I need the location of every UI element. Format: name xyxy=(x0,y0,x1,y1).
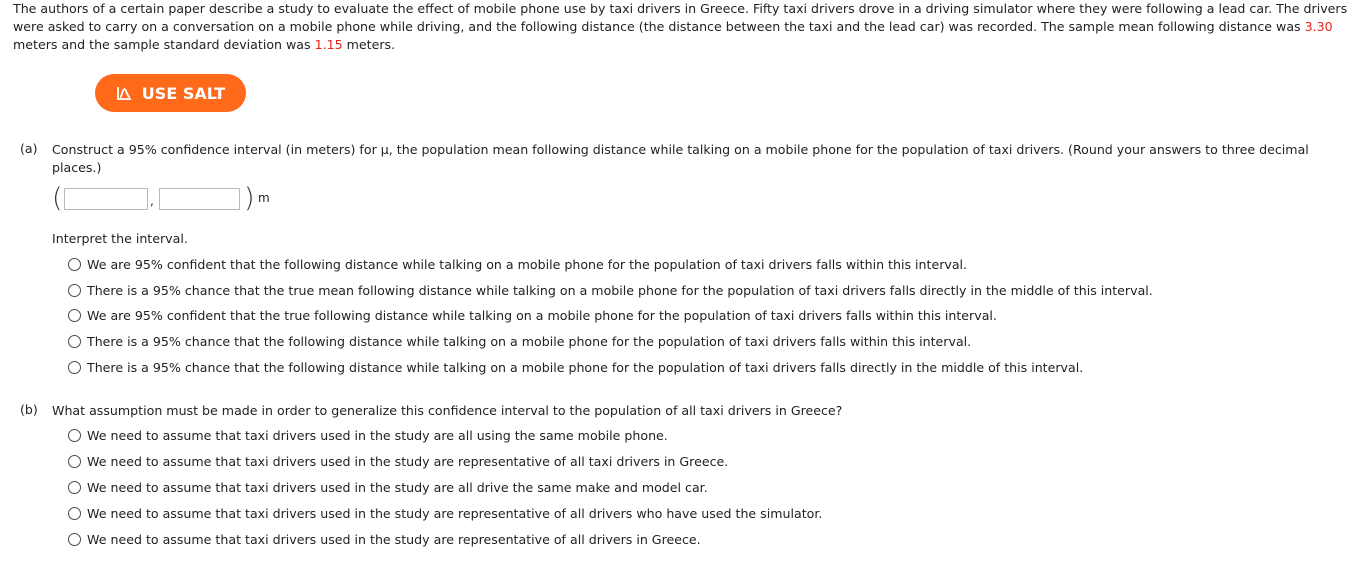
option-text: We need to assume that taxi drivers used in the study are all drive the same make and model car. xyxy=(87,479,708,495)
confidence-interval-entry xyxy=(52,184,282,214)
part-a-option-4[interactable] xyxy=(68,333,971,349)
radio-button[interactable] xyxy=(68,429,81,442)
option-text: We need to assume that taxi drivers used in the study are representative of all taxi drivers in Greece. xyxy=(87,453,729,469)
lower-bound-input[interactable] xyxy=(64,188,148,210)
radio-button[interactable] xyxy=(68,361,81,374)
radio-button[interactable] xyxy=(68,284,81,297)
salt-chart-icon xyxy=(116,85,132,101)
part-b-option-4[interactable] xyxy=(68,505,822,521)
part-a-option-2[interactable] xyxy=(68,282,1153,298)
option-text: We need to assume that taxi drivers used in the study are representative of all drivers who have used the simulator. xyxy=(87,505,823,521)
unit-label: m xyxy=(258,191,270,205)
part-a-option-1[interactable] xyxy=(68,256,967,272)
part-b-option-5[interactable] xyxy=(68,531,701,547)
sample-sd-value: 1.15 xyxy=(314,37,343,52)
radio-button[interactable] xyxy=(68,481,81,494)
option-text: We are 95% confident that the true following distance while talking on a mobile phone for the population of taxi drivers falls within this interval. xyxy=(87,307,997,323)
option-text: There is a 95% chance that the following distance while talking on a mobile phone for the population of taxi drivers falls within this interval. xyxy=(87,333,972,349)
option-text: We need to assume that taxi drivers used in the study are all using the same mobile phone. xyxy=(87,427,668,443)
part-b-option-2[interactable] xyxy=(68,453,728,469)
open-paren: ( xyxy=(52,183,63,214)
use-salt-label: USE SALT xyxy=(141,83,226,103)
part-b-question: What assumption must be made in order to generalize this confidence interval to the population of all taxi drivers in Greece? xyxy=(52,403,843,418)
part-b-option-3[interactable] xyxy=(68,479,708,495)
option-text: We need to assume that taxi drivers used in the study are representative of all drivers in Greece. xyxy=(87,531,701,547)
option-text: There is a 95% chance that the following distance while talking on a mobile phone for the population of taxi drivers falls directly in the middle of this interval. xyxy=(87,359,1084,375)
radio-button[interactable] xyxy=(68,533,81,546)
problem-intro xyxy=(13,0,1348,54)
upper-bound-input[interactable] xyxy=(159,188,240,210)
interval-comma: , xyxy=(150,194,154,208)
part-a-question: Construct a 95% confidence interval (in meters) for μ, the population mean following distance while talking on a mobile phone for the population of taxi drivers. (Round your answers to three decimal places.) xyxy=(52,142,1309,175)
close-paren: ) xyxy=(244,183,255,214)
use-salt-button[interactable] xyxy=(95,74,246,112)
radio-button[interactable] xyxy=(68,309,81,322)
part-b-label: (b) xyxy=(20,402,38,417)
radio-button[interactable] xyxy=(68,335,81,348)
option-text: We are 95% confident that the following distance while talking on a mobile phone for the population of taxi drivers falls within this interval. xyxy=(87,256,968,272)
intro-text-2: meters and the sample standard deviation was xyxy=(13,37,315,52)
part-b-option-1[interactable] xyxy=(68,427,668,443)
radio-button[interactable] xyxy=(68,258,81,271)
part-a-option-5[interactable] xyxy=(68,359,1083,375)
sample-mean-value: 3.30 xyxy=(1304,19,1333,34)
radio-button[interactable] xyxy=(68,507,81,520)
interpret-label: Interpret the interval. xyxy=(52,231,188,246)
radio-button[interactable] xyxy=(68,455,81,468)
part-a-option-3[interactable] xyxy=(68,307,997,323)
intro-text-3: meters. xyxy=(342,37,396,52)
part-a-label: (a) xyxy=(20,141,38,156)
intro-text-1: The authors of a certain paper describe a study to evaluate the effect of mobile phone use by taxi drivers in Greece. Fifty taxi drivers drove in a driving simulator where they were following a lead car. The drivers were asked to carry on a conversation on a mobile phone while driving, and the following distance (the distance between the taxi and the lead car) was recorded. The sample mean following distance was xyxy=(13,1,1348,34)
option-text: There is a 95% chance that the true mean following distance while talking on a mobile phone for the population of taxi drivers falls directly in the middle of this interval. xyxy=(87,282,1153,298)
